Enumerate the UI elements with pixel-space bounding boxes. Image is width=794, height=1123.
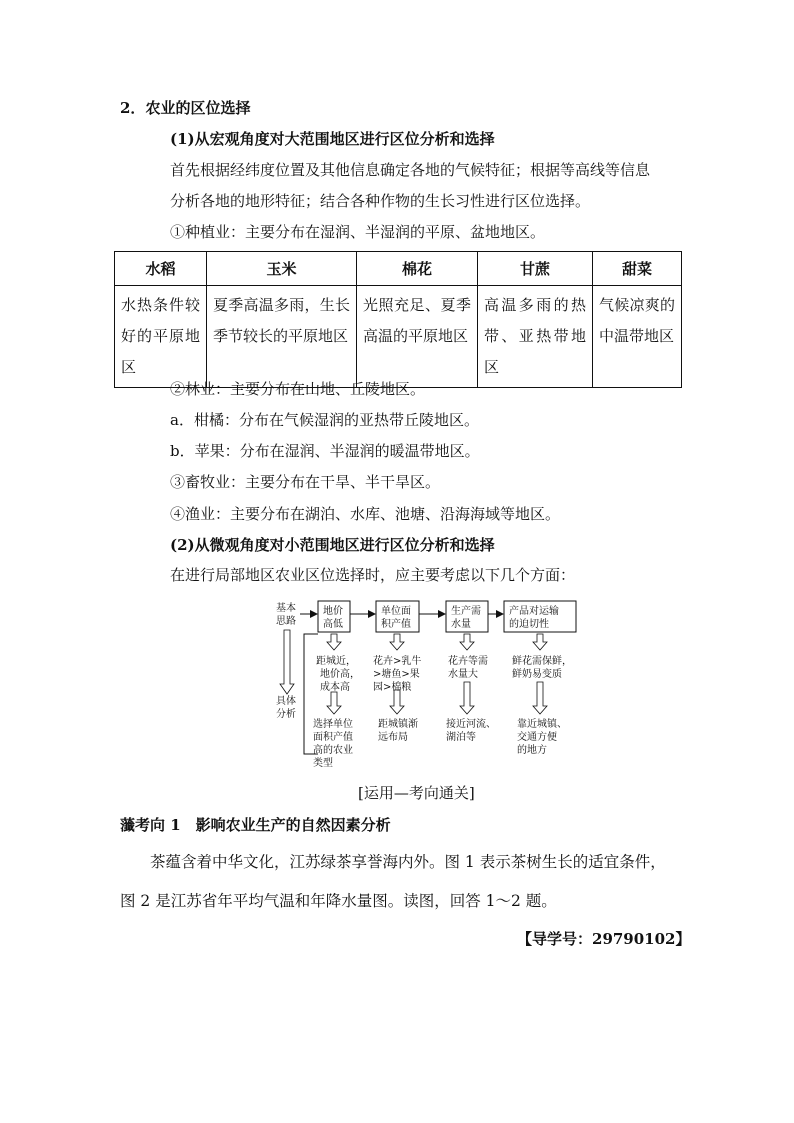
down-arrow-col4-a: [533, 634, 547, 650]
box-land-price-l2: 高低: [323, 619, 343, 630]
box-land-price-l1: 地价: [323, 606, 343, 617]
forestry-text: ②林业：主要分布在山地、丘陵地区。: [170, 380, 426, 398]
analysis-1-l1: 距城近，: [316, 656, 356, 667]
analysis-4-l1: 鲜花需保鲜，: [512, 656, 572, 667]
box-unit-output-l1: 单位面: [381, 606, 411, 617]
basic-label-1: 基本: [276, 603, 296, 614]
crop-cell-cotton: 光照充足、夏季高温的平原地区: [357, 286, 478, 388]
planting-text: ①种植业：主要分布在湿润、半湿润的平原、盆地地区。: [170, 223, 546, 241]
section-number: 2．: [120, 99, 146, 117]
crop-header-sugarcane: 甘蔗: [478, 252, 593, 286]
result-1-l2: 面积产值: [313, 732, 353, 743]
result-1-l4: 类型: [313, 758, 333, 769]
analysis-2-l3: 园>棉粮: [373, 682, 412, 693]
down-arrow-col3-a: [460, 634, 474, 650]
analysis-3-l2: 水量大: [448, 669, 478, 680]
crop-cell-sugarcane: 高温多雨的热带、亚热带地区: [478, 286, 593, 388]
result-2-l1: 距城镇渐: [378, 719, 418, 730]
analysis-1-l2: 地价高，: [320, 669, 360, 680]
crop-header-rice: 水稻: [115, 252, 207, 286]
forestry-a-text: a．柑橘：分布在气候湿润的亚热带丘陵地区。: [170, 411, 479, 429]
down-arrow-col2-b: [390, 690, 404, 714]
direction-marker-icon: 虃: [120, 816, 136, 834]
question-para-1: 茶蕴含着中华文化，江苏绿茶享誉海内外。图 1 表示茶树生长的适宜条件，: [150, 853, 666, 871]
apply-heading: [运用—考向通关]: [358, 784, 475, 802]
result-4-l1: 靠近城镇、: [517, 719, 567, 730]
result-1-l3: 高的农业: [313, 745, 353, 756]
result-4-l2: 交通方便: [517, 732, 557, 743]
box-water-demand-l2: 水量: [451, 619, 471, 630]
down-arrow-col3-b: [460, 682, 474, 714]
analysis-4-l2: 鲜奶易变质: [512, 669, 562, 680]
direction-text: 考向 1 影响农业生产的自然因素分析: [135, 816, 391, 834]
box-unit-output-l2: 积产值: [381, 619, 411, 630]
macro-text-1: 首先根据经纬度位置及其他信息确定各地的气候特征；根据等高线等信息: [170, 161, 651, 179]
crop-cell-sugarbeet: 气候凉爽的中温带地区: [593, 286, 682, 388]
crop-header-corn: 玉米: [207, 252, 357, 286]
micro-title: (2)从微观角度对小范围地区进行区位分析和选择: [170, 536, 495, 554]
down-arrow-col1-b: [327, 692, 341, 714]
result-2-l2: 远布局: [378, 732, 408, 743]
box-transport-l1: 产品对运输: [509, 606, 559, 617]
micro-text: 在进行局部地区农业区位选择时，应主要考虑以下几个方面：: [170, 566, 576, 584]
concrete-label-2: 分析: [276, 709, 296, 720]
hollow-down-arrow: [280, 630, 294, 694]
analysis-2-l2: >塘鱼>果: [373, 669, 420, 680]
macro-title: (1)从宏观角度对大范围地区进行区位分析和选择: [170, 130, 495, 148]
analysis-1-l3: 成本高: [320, 682, 350, 693]
crop-header-cotton: 棉花: [357, 252, 478, 286]
down-arrow-col4-b: [533, 682, 547, 714]
analysis-3-l1: 花卉等需: [448, 656, 488, 667]
down-arrow-col2-a: [390, 634, 404, 650]
result-3-l2: 湖泊等: [446, 732, 476, 743]
section-title: 农业的区位选择: [145, 99, 251, 117]
livestock-text: ③畜牧业：主要分布在干旱、半干旱区。: [170, 473, 441, 491]
crop-cell-rice: 水热条件较好的平原地区: [115, 286, 207, 388]
macro-text-2: 分析各地的地形特征；结合各种作物的生长习性进行区位选择。: [170, 192, 591, 210]
fishery-text: ④渔业：主要分布在湖泊、水库、池塘、沿海海域等地区。: [170, 505, 561, 523]
analysis-2-l1: 花卉>乳牛: [373, 656, 422, 667]
box-transport-l2: 的迫切性: [509, 619, 549, 630]
result-4-l3: 的地方: [517, 745, 547, 756]
guide-code: 【导学号：29790102】: [517, 930, 691, 948]
box-water-demand-l1: 生产需: [451, 606, 481, 617]
concrete-label-1: 具体: [276, 696, 296, 707]
crop-header-sugarbeet: 甜菜: [593, 252, 682, 286]
down-arrow-col1-a: [327, 634, 341, 650]
result-3-l1: 接近河流、: [446, 719, 496, 730]
result-1-l1: 选择单位: [313, 719, 353, 730]
forestry-b-text: b．苹果：分布在湿润、半湿润的暖温带地区。: [170, 442, 480, 460]
crop-cell-corn: 夏季高温多雨，生长季节较长的平原地区: [207, 286, 357, 388]
direction-heading: [120, 815, 391, 835]
basic-label-2: 思路: [276, 616, 296, 627]
question-para-2: 图 2 是江苏省年平均气温和年降水量图。读图，回答 1～2 题。: [120, 892, 557, 910]
